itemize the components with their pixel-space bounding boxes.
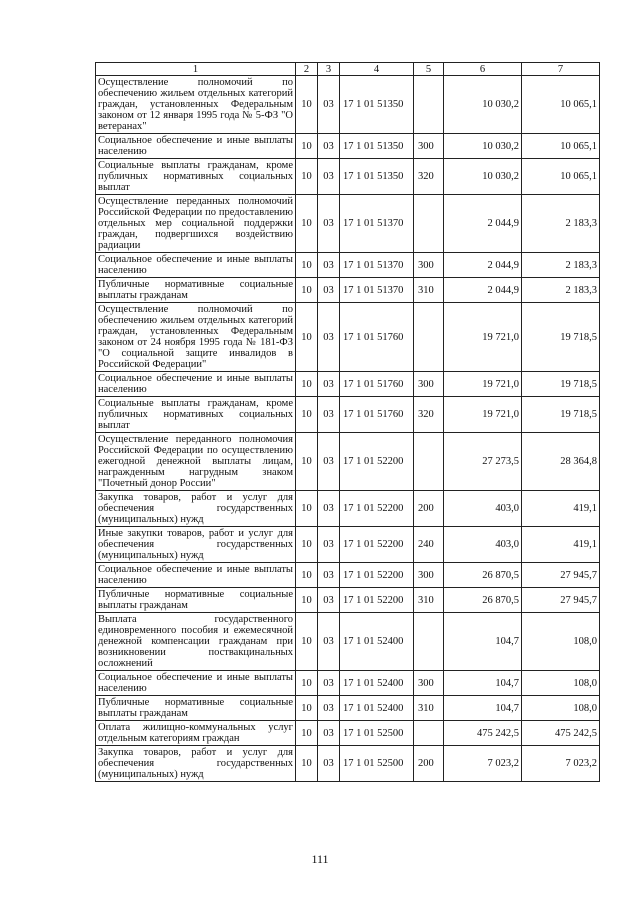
row-name: Социальное обеспечение и иные выплаты населению	[96, 134, 296, 159]
expense-type-code	[414, 303, 444, 372]
row-name: Оплата жилищно-коммунальных услуг отдельным категориям граждан	[96, 721, 296, 746]
amount-year-2: 108,0	[522, 613, 600, 671]
table-row	[96, 721, 600, 746]
target-article-code: 17 1 01 52200	[340, 433, 414, 491]
amount-year-2: 19 718,5	[522, 372, 600, 397]
target-article-code: 17 1 01 52200	[340, 588, 414, 613]
row-name: Социальное обеспечение и иные выплаты населению	[96, 253, 296, 278]
amount-year-2: 2 183,3	[522, 253, 600, 278]
amount-year-1: 7 023,2	[444, 746, 522, 782]
expense-type-code	[414, 613, 444, 671]
table-row	[96, 278, 600, 303]
amount-year-1: 104,7	[444, 696, 522, 721]
target-article-code: 17 1 01 51370	[340, 253, 414, 278]
row-name: Закупка товаров, работ и услуг для обеспечения государственных (муниципальных) нужд	[96, 746, 296, 782]
subsection-code: 03	[318, 76, 340, 134]
expense-type-code: 200	[414, 491, 444, 527]
column-header: 1	[96, 63, 296, 76]
subsection-code: 03	[318, 195, 340, 253]
expense-type-code: 310	[414, 696, 444, 721]
table-row	[96, 253, 600, 278]
section-code: 10	[296, 696, 318, 721]
row-name: Осуществление полномочий по обеспечению жильем отдельных категорий граждан, установленных Федеральным законом от 12 января 1995 года № 5-ФЗ "О ветеранах"	[96, 76, 296, 134]
table-row	[96, 134, 600, 159]
amount-year-1: 2 044,9	[444, 253, 522, 278]
table-row	[96, 433, 600, 491]
table-row	[96, 491, 600, 527]
row-name: Социальное обеспечение и иные выплаты населению	[96, 671, 296, 696]
column-header: 3	[318, 63, 340, 76]
section-code: 10	[296, 613, 318, 671]
subsection-code: 03	[318, 303, 340, 372]
amount-year-2: 108,0	[522, 696, 600, 721]
amount-year-2: 10 065,1	[522, 134, 600, 159]
expense-type-code: 300	[414, 563, 444, 588]
target-article-code: 17 1 01 51350	[340, 159, 414, 195]
amount-year-2: 19 718,5	[522, 397, 600, 433]
column-header: 5	[414, 63, 444, 76]
subsection-code: 03	[318, 278, 340, 303]
amount-year-2: 475 242,5	[522, 721, 600, 746]
section-code: 10	[296, 527, 318, 563]
amount-year-1: 2 044,9	[444, 278, 522, 303]
amount-year-2: 19 718,5	[522, 303, 600, 372]
table-row	[96, 527, 600, 563]
section-code: 10	[296, 491, 318, 527]
column-header: 7	[522, 63, 600, 76]
row-name: Публичные нормативные социальные выплаты гражданам	[96, 696, 296, 721]
row-name: Публичные нормативные социальные выплаты гражданам	[96, 588, 296, 613]
subsection-code: 03	[318, 134, 340, 159]
expense-type-code	[414, 721, 444, 746]
expense-type-code: 240	[414, 527, 444, 563]
page-number: 111	[311, 852, 329, 866]
subsection-code: 03	[318, 613, 340, 671]
row-name: Иные закупки товаров, работ и услуг для обеспечения государственных (муниципальных) нужд	[96, 527, 296, 563]
amount-year-2: 10 065,1	[522, 159, 600, 195]
amount-year-1: 26 870,5	[444, 588, 522, 613]
table-row	[96, 746, 600, 782]
section-code: 10	[296, 278, 318, 303]
table-row	[96, 588, 600, 613]
table-row	[96, 195, 600, 253]
section-code: 10	[296, 721, 318, 746]
table-row	[96, 303, 600, 372]
target-article-code: 17 1 01 51370	[340, 195, 414, 253]
table-row	[96, 671, 600, 696]
section-code: 10	[296, 563, 318, 588]
table-row	[96, 372, 600, 397]
section-code: 10	[296, 372, 318, 397]
amount-year-1: 403,0	[444, 491, 522, 527]
target-article-code: 17 1 01 51760	[340, 303, 414, 372]
header-row	[96, 63, 600, 76]
row-name: Осуществление переданного полномочия Российской Федерации по осуществлению ежегодной денежной выплаты лицам, награжденным нагрудным знаком "Почетный донор России"	[96, 433, 296, 491]
subsection-code: 03	[318, 563, 340, 588]
section-code: 10	[296, 746, 318, 782]
subsection-code: 03	[318, 671, 340, 696]
column-header: 4	[340, 63, 414, 76]
section-code: 10	[296, 303, 318, 372]
target-article-code: 17 1 01 52200	[340, 527, 414, 563]
subsection-code: 03	[318, 433, 340, 491]
table-row	[96, 613, 600, 671]
target-article-code: 17 1 01 51370	[340, 278, 414, 303]
target-article-code: 17 1 01 52400	[340, 671, 414, 696]
row-name: Осуществление переданных полномочий Российской Федерации по предоставлению отдельных мер социальной поддержки граждан, подвергшихся воздействию радиации	[96, 195, 296, 253]
amount-year-2: 10 065,1	[522, 76, 600, 134]
target-article-code: 17 1 01 51760	[340, 372, 414, 397]
amount-year-1: 19 721,0	[444, 303, 522, 372]
expense-type-code: 320	[414, 397, 444, 433]
expense-type-code: 300	[414, 253, 444, 278]
budget-table	[95, 62, 600, 782]
subsection-code: 03	[318, 397, 340, 433]
target-article-code: 17 1 01 52500	[340, 746, 414, 782]
amount-year-2: 108,0	[522, 671, 600, 696]
subsection-code: 03	[318, 159, 340, 195]
expense-type-code	[414, 433, 444, 491]
subsection-code: 03	[318, 746, 340, 782]
expense-type-code: 300	[414, 134, 444, 159]
amount-year-1: 19 721,0	[444, 397, 522, 433]
section-code: 10	[296, 433, 318, 491]
target-article-code: 17 1 01 51350	[340, 76, 414, 134]
subsection-code: 03	[318, 253, 340, 278]
amount-year-2: 7 023,2	[522, 746, 600, 782]
table-row	[96, 397, 600, 433]
amount-year-2: 2 183,3	[522, 195, 600, 253]
row-name: Выплата государственного единовременного пособия и ежемесячной денежной компенсации гражданам при возникновении поствакцинальных осложнений	[96, 613, 296, 671]
section-code: 10	[296, 588, 318, 613]
target-article-code: 17 1 01 52200	[340, 491, 414, 527]
amount-year-2: 2 183,3	[522, 278, 600, 303]
table-row	[96, 76, 600, 134]
table-row	[96, 159, 600, 195]
section-code: 10	[296, 159, 318, 195]
column-header: 2	[296, 63, 318, 76]
table-row	[96, 563, 600, 588]
amount-year-1: 10 030,2	[444, 134, 522, 159]
subsection-code: 03	[318, 588, 340, 613]
target-article-code: 17 1 01 52200	[340, 563, 414, 588]
target-article-code: 17 1 01 51760	[340, 397, 414, 433]
expense-type-code: 200	[414, 746, 444, 782]
target-article-code: 17 1 01 51350	[340, 134, 414, 159]
amount-year-2: 27 945,7	[522, 563, 600, 588]
amount-year-1: 104,7	[444, 613, 522, 671]
subsection-code: 03	[318, 527, 340, 563]
amount-year-1: 27 273,5	[444, 433, 522, 491]
amount-year-2: 28 364,8	[522, 433, 600, 491]
row-name: Социальные выплаты гражданам, кроме публичных нормативных социальных выплат	[96, 397, 296, 433]
amount-year-1: 403,0	[444, 527, 522, 563]
amount-year-1: 104,7	[444, 671, 522, 696]
subsection-code: 03	[318, 372, 340, 397]
expense-type-code: 310	[414, 588, 444, 613]
subsection-code: 03	[318, 696, 340, 721]
row-name: Закупка товаров, работ и услуг для обеспечения государственных (муниципальных) нужд	[96, 491, 296, 527]
section-code: 10	[296, 253, 318, 278]
amount-year-1: 10 030,2	[444, 159, 522, 195]
amount-year-1: 19 721,0	[444, 372, 522, 397]
expense-type-code: 320	[414, 159, 444, 195]
section-code: 10	[296, 195, 318, 253]
section-code: 10	[296, 671, 318, 696]
target-article-code: 17 1 01 52400	[340, 696, 414, 721]
amount-year-1: 2 044,9	[444, 195, 522, 253]
section-code: 10	[296, 76, 318, 134]
amount-year-1: 26 870,5	[444, 563, 522, 588]
column-header: 6	[444, 63, 522, 76]
row-name: Социальное обеспечение и иные выплаты населению	[96, 372, 296, 397]
expense-type-code: 300	[414, 671, 444, 696]
expense-type-code	[414, 195, 444, 253]
row-name: Социальное обеспечение и иные выплаты населению	[96, 563, 296, 588]
section-code: 10	[296, 397, 318, 433]
table-row	[96, 696, 600, 721]
section-code: 10	[296, 134, 318, 159]
expense-type-code: 310	[414, 278, 444, 303]
target-article-code: 17 1 01 52500	[340, 721, 414, 746]
subsection-code: 03	[318, 491, 340, 527]
amount-year-2: 419,1	[522, 527, 600, 563]
amount-year-1: 475 242,5	[444, 721, 522, 746]
row-name: Осуществление полномочий по обеспечению жильем отдельных категорий граждан, установленных Федеральным законом от 24 ноября 1995 года № 181-ФЗ "О социальной защите инвалидов в Российской Федерации"	[96, 303, 296, 372]
row-name: Публичные нормативные социальные выплаты гражданам	[96, 278, 296, 303]
row-name: Социальные выплаты гражданам, кроме публичных нормативных социальных выплат	[96, 159, 296, 195]
subsection-code: 03	[318, 721, 340, 746]
amount-year-2: 27 945,7	[522, 588, 600, 613]
target-article-code: 17 1 01 52400	[340, 613, 414, 671]
amount-year-1: 10 030,2	[444, 76, 522, 134]
expense-type-code	[414, 76, 444, 134]
amount-year-2: 419,1	[522, 491, 600, 527]
expense-type-code: 300	[414, 372, 444, 397]
